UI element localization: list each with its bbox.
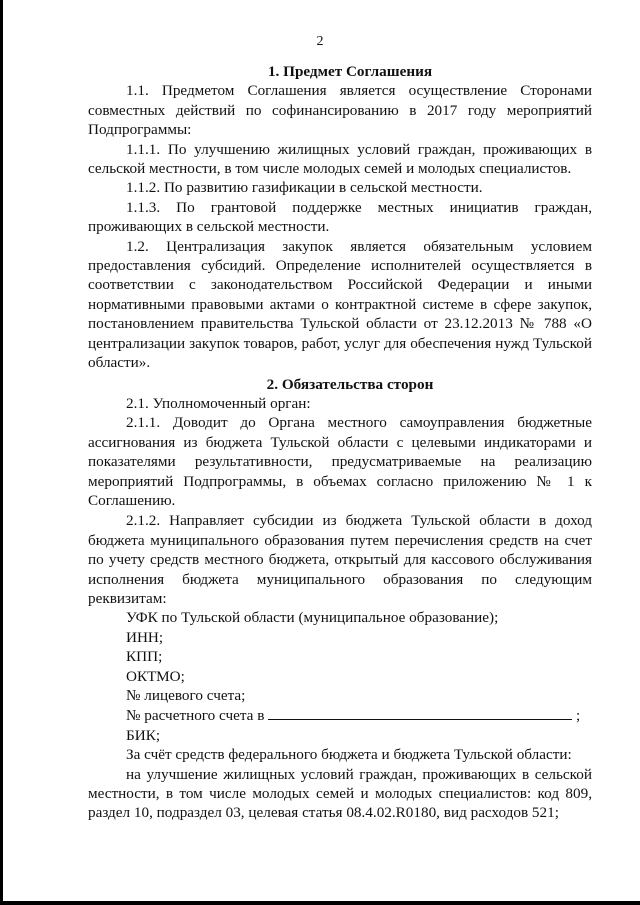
- paragraph-2-1: 2.1. Уполномоченный орган:: [126, 394, 311, 412]
- requisite-personal-account: № лицевого счета;: [126, 687, 246, 704]
- paragraph-1-1: 1.1. Предметом Соглашения является осуществление Сторонами совместных действий по софинансированию в 2017 году мероприятий Подпрограммы:: [88, 82, 592, 139]
- funding-housing: на улучшение жилищных условий граждан, проживающих в сельской местности, в том числе молодых семей и молодых специалистов: код 809, раздел 10, подраздел 03, целевая статья 08.4.02.R0180, вид расходов 521;: [88, 765, 592, 822]
- paragraph-1-1-3: 1.1.3. По грантовой поддержке местных инициатив граждан, проживающих в сельской местности.: [88, 198, 592, 236]
- settlement-account-label: № расчетного счета в: [126, 707, 265, 725]
- page-number: 2: [316, 34, 324, 49]
- paragraph-1-2: 1.2. Централизация закупок является обязательным условием предоставления субсидий. Определение исполнителей осуществляется в соответствии с законодательством Российской Федерации и иными нормативными правовыми актами о контрактной системе в сфере закупок, постановлением правительства Тульской области от 23.12.2013 № 788 «О централизации закупок товаров, работ, услуг для обеспечения нужд Тульской области».: [88, 237, 592, 372]
- requisite-oktmo: ОКТМО;: [126, 667, 185, 685]
- requisite-inn: ИНН;: [126, 628, 164, 646]
- funding-intro: За счёт средств федерального бюджета и бюджета Тульской области:: [126, 746, 572, 764]
- scan-edge-bottom: [0, 901, 640, 905]
- requisite-bik: БИК;: [126, 726, 161, 744]
- settlement-account-blank: [268, 705, 572, 720]
- requisite-settlement-account: [88, 705, 592, 725]
- section-1-title: 1. Предмет Соглашения: [267, 63, 433, 80]
- scan-edge-left: [0, 0, 3, 905]
- paragraph-2-1-2: 2.1.2. Направляет субсидии из бюджета Тульской области в доход бюджета муниципального образования путем перечисления средств на счет по учету средств местного бюджета, открытый для кассового обслуживания исполнения бюджета муниципального образования по следующим реквизитам:: [88, 512, 592, 607]
- settlement-account-end: ;: [575, 707, 581, 725]
- paragraph-1-1-1: 1.1.1. По улучшению жилищных условий граждан, проживающих в сельской местности, в том числе молодых семей и молодых специалистов.: [88, 140, 592, 178]
- paragraph-2-1-1: 2.1.1. Доводит до Органа местного самоуправления бюджетные ассигнования из бюджета Тульской области с целевыми индикаторами и показателями результативности, предусматриваемые на реализацию мероприятий Подпрограммы, в объемах согласно приложению № 1 к Соглашению.: [88, 414, 592, 509]
- paragraph-1-1-2: 1.1.2. По развитию газификации в сельской местности.: [126, 179, 483, 197]
- document-body: [88, 62, 592, 823]
- requisite-ufk: УФК по Тульской области (муниципальное образование);: [126, 609, 499, 627]
- section-2-title: 2. Обязательства сторон: [266, 375, 434, 393]
- requisite-kpp: КПП;: [126, 648, 163, 666]
